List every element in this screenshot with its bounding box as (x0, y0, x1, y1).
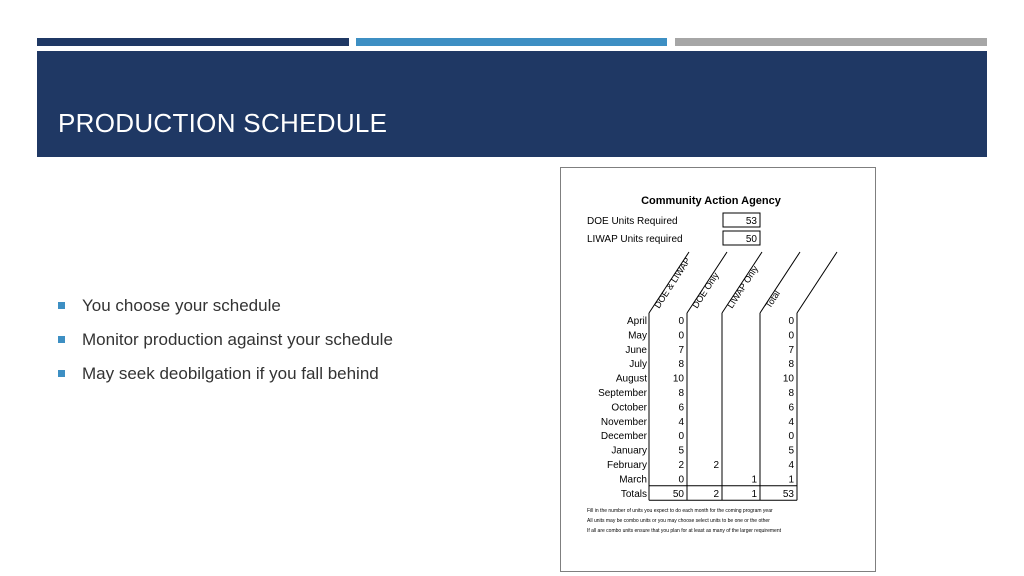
totals-label: Totals (620, 488, 647, 500)
table-cell: 0 (788, 316, 794, 327)
month-label: March (619, 474, 647, 486)
spreadsheet-svg (561, 168, 875, 571)
month-label: September (598, 388, 647, 399)
table-cell: 4 (788, 416, 794, 428)
note-line: Fill in the number of units you expect to do each month for the coming program year (587, 508, 773, 514)
month-label: May (628, 330, 647, 342)
table-cell: 1 (788, 474, 794, 486)
accent-bar-gray (675, 38, 987, 46)
liwap-label: LIWAP Units required (587, 234, 683, 245)
sheet-title: Community Action Agency (641, 195, 781, 207)
data-table (598, 313, 797, 500)
bullet-item (58, 362, 393, 396)
liwap-value: 50 (745, 234, 757, 245)
table-cell: 7 (678, 344, 684, 356)
note-line: If all are combo units ensure that you plan for at least as many of the larger requirement (587, 528, 781, 534)
bullet-square-icon (58, 336, 65, 343)
table-cell: 0 (678, 330, 684, 342)
bullet-list (58, 294, 393, 396)
month-label: November (600, 416, 647, 428)
table-cell: 6 (788, 402, 794, 414)
col-header-liwap: LIWAP Only (725, 263, 761, 311)
bullet-text: Monitor production against your schedule (82, 330, 393, 349)
col-header-total: Total (763, 288, 783, 311)
table-cell: 5 (678, 445, 684, 457)
table-cell: 8 (788, 359, 794, 371)
table-cell: 10 (782, 373, 794, 385)
table-cell: 0 (788, 431, 794, 443)
table-cell: 2 (678, 460, 684, 471)
table-cell: 2 (713, 460, 719, 471)
month-label: February (606, 460, 647, 471)
table-cell: 1 (751, 474, 757, 486)
month-label: June (625, 344, 647, 356)
month-label: July (629, 359, 647, 371)
table-cell: 0 (678, 474, 684, 486)
accent-bar-navy (37, 38, 349, 46)
spreadsheet-image (560, 167, 876, 572)
table-cell: 0 (788, 330, 794, 342)
table-cell: 7 (788, 344, 794, 356)
doe-value: 53 (745, 216, 757, 227)
header-divider (797, 252, 837, 313)
table-cell: 8 (788, 388, 794, 399)
table-cell: 4 (788, 460, 794, 471)
bullet-text: May seek deobilgation if you fall behind (82, 364, 379, 383)
column-headers (649, 252, 837, 313)
month-label: April (626, 316, 647, 327)
title-banner (37, 51, 987, 157)
table-cell: 0 (678, 316, 684, 327)
col-header-both: DOE & LIWAP (652, 255, 693, 311)
month-label: January (611, 445, 647, 457)
bullet-text: You choose your schedule (82, 296, 281, 315)
bullet-square-icon (58, 370, 65, 377)
col-header-doe: DOE Only (690, 270, 721, 311)
table-cell: 4 (678, 416, 684, 428)
month-label: December (600, 431, 647, 443)
table-cell: 8 (678, 388, 684, 399)
table-cell: 53 (782, 488, 794, 500)
month-label: October (611, 402, 647, 414)
table-cell: 2 (713, 488, 719, 500)
table-cell: 6 (678, 402, 684, 414)
doe-label: DOE Units Required (587, 216, 678, 227)
month-label: August (615, 373, 647, 385)
table-cell: 0 (678, 431, 684, 443)
note-line: All units may be combo units or you may choose select units to be one or the other (587, 518, 770, 524)
table-cell: 5 (788, 445, 794, 457)
table-cell: 10 (672, 373, 684, 385)
slide-title: PRODUCTION SCHEDULE (58, 108, 388, 138)
table-cell: 8 (678, 359, 684, 371)
bullet-item (58, 294, 393, 328)
bullet-square-icon (58, 302, 65, 309)
table-cell: 50 (672, 488, 684, 500)
accent-bar-blue (356, 38, 667, 46)
table-cell: 1 (751, 488, 757, 500)
bullet-item (58, 328, 393, 362)
